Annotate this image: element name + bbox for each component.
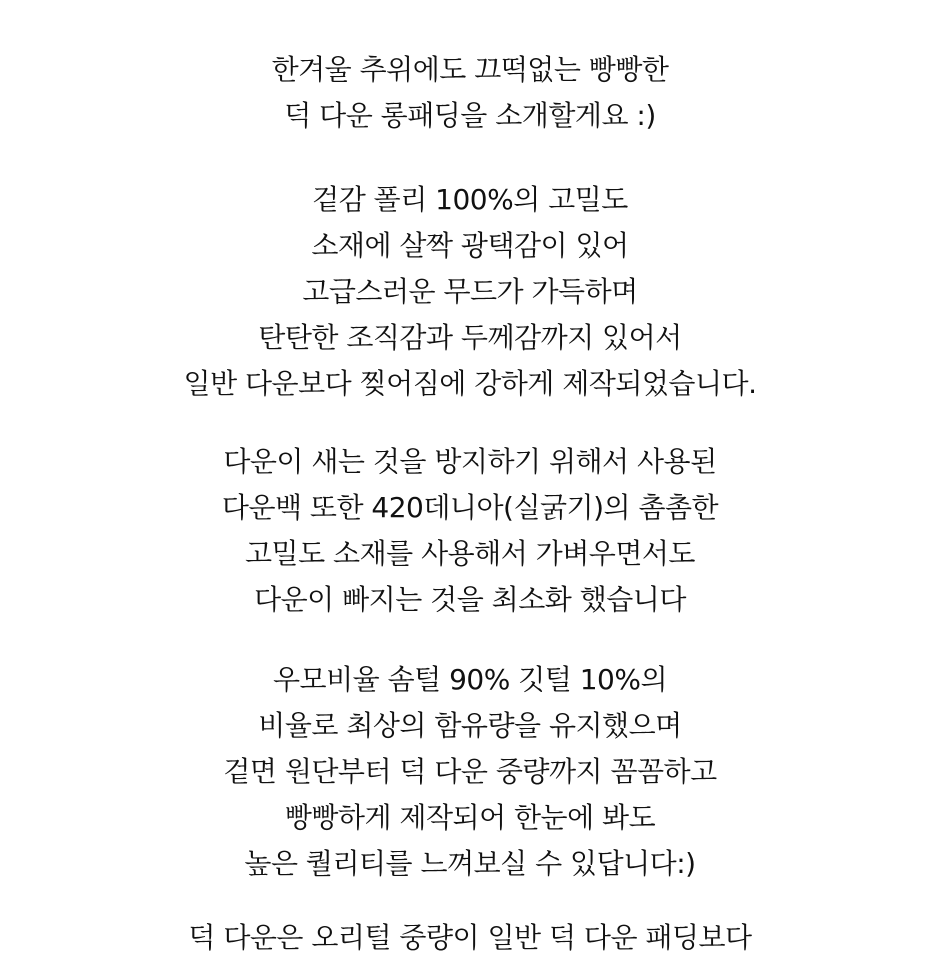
- text-line: 다운백 또한 420데니아(실굵기)의 촘촘한: [221, 491, 719, 524]
- text-line: 덕 다운 롱패딩을 소개할게요 :): [284, 99, 656, 132]
- text-line: 높은 퀄리티를 느껴보실 수 있답니다:): [244, 847, 696, 880]
- text-line: 덕 다운은 오리털 중량이 일반 덕 다운 패딩보다: [188, 921, 752, 954]
- text-line: 탄탄한 조직감과 두께감까지 있어서: [258, 321, 682, 354]
- text-line: 고급스러운 무드가 가득하며: [302, 275, 638, 308]
- text-line: 다운이 빠지는 것을 최소화 했습니다: [254, 583, 686, 616]
- text-line: 일반 다운보다 찢어짐에 강하게 제작되었습니다.: [183, 367, 757, 400]
- text-line: 빵빵하게 제작되어 한눈에 봐도: [284, 801, 656, 834]
- text-line: 고밀도 소재를 사용해서 가벼우면서도: [245, 537, 695, 570]
- text-line: 겉감 폴리 100%의 고밀도: [312, 183, 628, 216]
- text-line: 우모비율 솜털 90% 깃털 10%의: [272, 663, 667, 696]
- text-line: 겉면 원단부터 덕 다운 중량까지 꼼꼼하고: [223, 755, 717, 788]
- text-line: 비율로 최상의 함유량을 유지했으며: [258, 709, 682, 742]
- text-line: 한겨울 추위에도 끄떡없는 빵빵한: [271, 53, 669, 86]
- text-line: 다운이 새는 것을 방지하기 위해서 사용된: [223, 445, 717, 478]
- text-line: 소재에 살짝 광택감이 있어: [311, 229, 629, 262]
